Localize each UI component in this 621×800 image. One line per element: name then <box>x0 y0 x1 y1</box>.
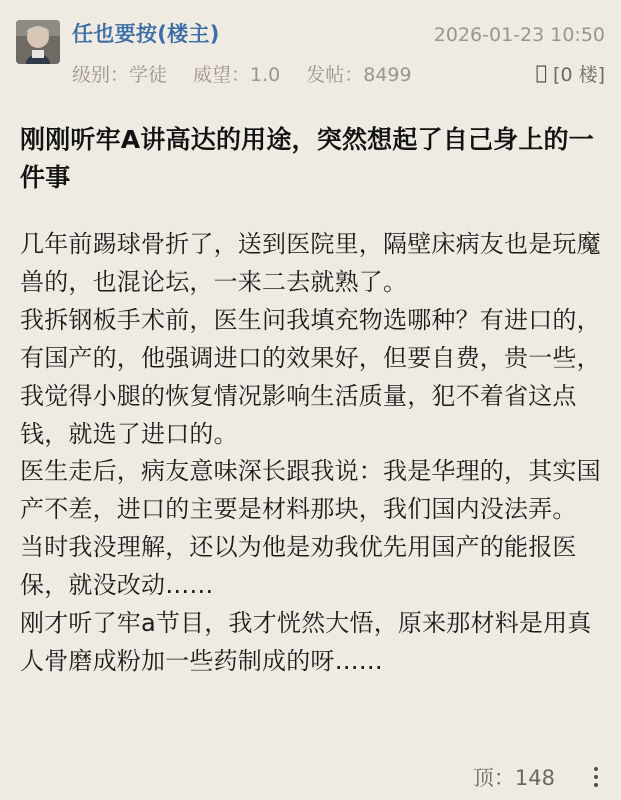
page-title: 刚刚听牢A讲高达的用途，突然想起了自己身上的一件事 <box>20 125 594 192</box>
post-paragraph: 我拆钢板手术前，医生问我填充物选哪种？有进口的，有国产的，他强调进口的效果好，但要自费，贵一些，我觉得小腿的恢复情况影响生活质量，犯不着省这点钱，就选了进口的。 <box>20 305 601 448</box>
post-header <box>0 0 621 93</box>
author-name[interactable]: 任也要按(楼主) <box>72 22 220 46</box>
post-header-main <box>60 18 605 87</box>
post-paragraph: 当时我没理解，还以为他是劝我优先用国产的能报医保，就没改动…… <box>20 533 577 600</box>
author-meta <box>72 60 412 87</box>
ding-count[interactable]: 顶：148 <box>472 766 555 790</box>
meta-level: 级别：学徒 <box>72 64 168 86</box>
floor-label: [0 楼] <box>553 64 605 86</box>
apple-icon <box>536 64 547 83</box>
avatar[interactable] <box>16 20 60 64</box>
post-footer <box>0 754 621 800</box>
post-timestamp: 2026-01-23 10:50 <box>433 24 605 46</box>
post-paragraph: 医生走后，病友意味深长跟我说：我是华理的，其实国产不差，进口的主要是材料那块，我们国内没法弄。 <box>20 457 601 524</box>
post-paragraph: 刚才听了牢a节目，我才恍然大悟，原来那材料是用真人骨磨成粉加一些药制成的呀…… <box>20 609 592 675</box>
author-row <box>72 18 605 48</box>
more-vertical-icon[interactable] <box>585 762 607 792</box>
post-content <box>20 226 601 681</box>
meta-post-count: 发帖：8499 <box>306 64 412 86</box>
post-paragraph: 几年前踢球骨折了，送到医院里，隔壁床病友也是玩魔兽的，也混论坛，一来二去就熟了。 <box>20 230 601 296</box>
author-meta-row <box>72 60 605 87</box>
post-body <box>0 93 621 681</box>
floor-info <box>536 60 605 87</box>
meta-reputation: 威望：1.0 <box>193 64 281 86</box>
